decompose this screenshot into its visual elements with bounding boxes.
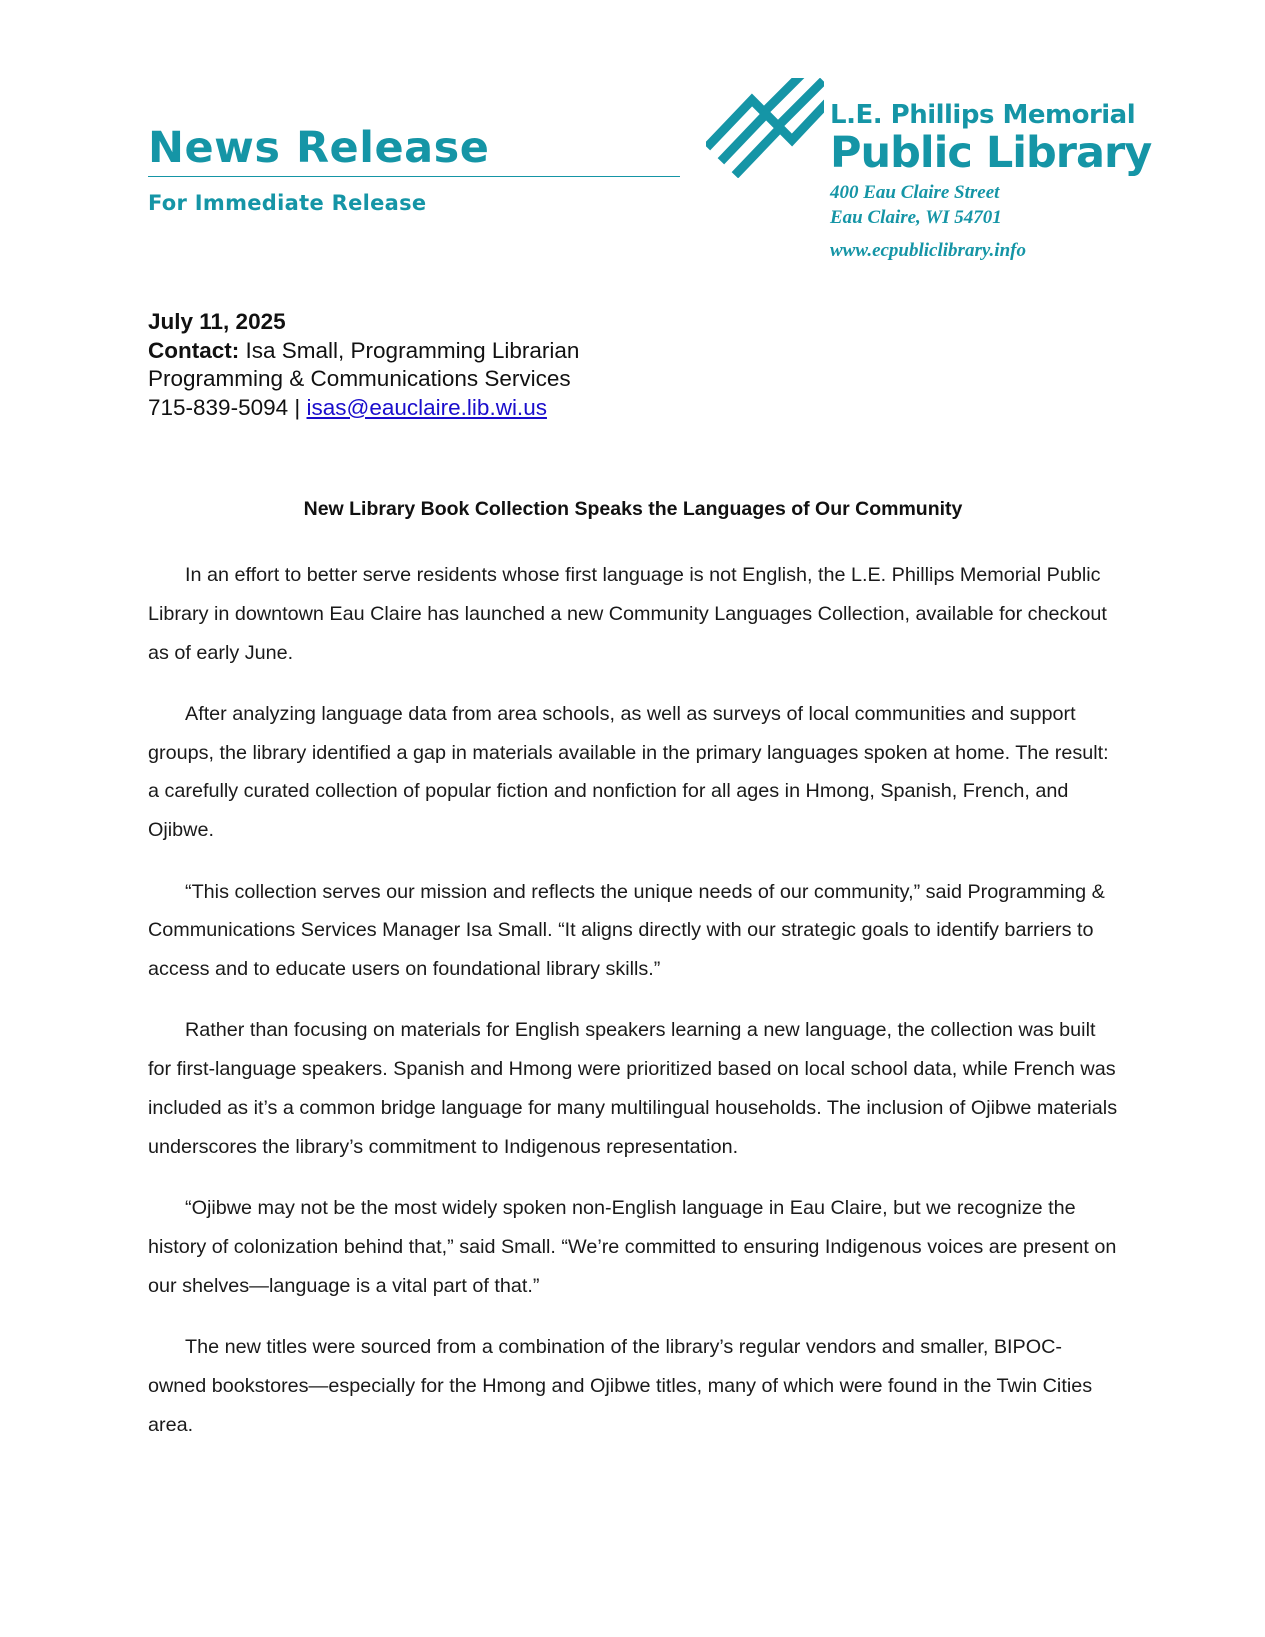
contact-label: Contact:: [148, 337, 240, 363]
contact-separator: |: [294, 394, 301, 420]
library-name-line1: L.E. Phillips Memorial: [830, 100, 1136, 130]
library-website: www.ecpubliclibrary.info: [830, 240, 1026, 261]
address-street: 400 Eau Claire Street: [830, 182, 1000, 203]
contact-name: Isa Small, Programming Librarian: [245, 337, 580, 363]
address-city: Eau Claire, WI 54701: [830, 207, 1002, 228]
article-paragraph: In an effort to better serve residents whose first language is not English, the L.E. Phillips Memorial Public Library in downtown Eau Claire has launched a new Community Languages Collection, available for checkout as of early June.: [148, 564, 1107, 664]
news-release-header: [148, 124, 680, 215]
contact-block: [148, 308, 579, 422]
release-date: July 11, 2025: [148, 309, 286, 334]
library-name-line2: Public Library: [830, 128, 1152, 178]
library-logo-icon: [706, 78, 824, 178]
contact-email-link[interactable]: isas@eauclaire.lib.wi.us: [306, 394, 547, 420]
article-paragraph: Rather than focusing on materials for English speakers learning a new language, the collection was built for first-language speakers. Spanish and Hmong were prioritized based on local school data, while French was included as it’s a common bridge language for many multilingual households. The inclusion of Ojibwe materials underscores the library’s commitment to Indigenous representation.: [148, 1019, 1118, 1158]
library-name: [830, 100, 1151, 176]
article-paragraph: “This collection serves our mission and reflects the unique needs of our community,” said Programming & Communications Services Manager Isa Small. “It aligns directly with our strategic goals to identify barriers to access and to educate users on foundational library skills.”: [148, 880, 1105, 981]
article-body: [148, 556, 1120, 1467]
page-title: News Release: [148, 123, 490, 173]
article-paragraph: After analyzing language data from area schools, as well as surveys of local communities and support groups, the library identified a gap in materials available in the primary languages spoken at home. The result: a carefully curated collection of popular fiction and nonfiction for all ages in Hmong, Spanish, French, and Ojibwe.: [148, 702, 1109, 842]
article-paragraph: “Ojibwe may not be the most widely spoken non-English language in Eau Claire, but we recognize the history of colonization behind that,” said Small. “We’re committed to ensuring Indigenous voices are present on our shelves—language is a vital part of that.”: [148, 1197, 1117, 1297]
article-headline: New Library Book Collection Speaks the Languages of Our Community: [303, 498, 963, 520]
library-address: [830, 180, 1026, 263]
contact-phone: 715-839-5094: [148, 394, 289, 420]
article-paragraph: The new titles were sourced from a combination of the library’s regular vendors and smaller, BIPOC-owned bookstores—especially for the Hmong and Ojibwe titles, many of which were found in the Twin Cities area.: [148, 1336, 1093, 1436]
release-subtitle: For Immediate Release: [148, 191, 427, 215]
header-divider: [148, 176, 680, 177]
contact-department: Programming & Communications Services: [148, 366, 571, 391]
